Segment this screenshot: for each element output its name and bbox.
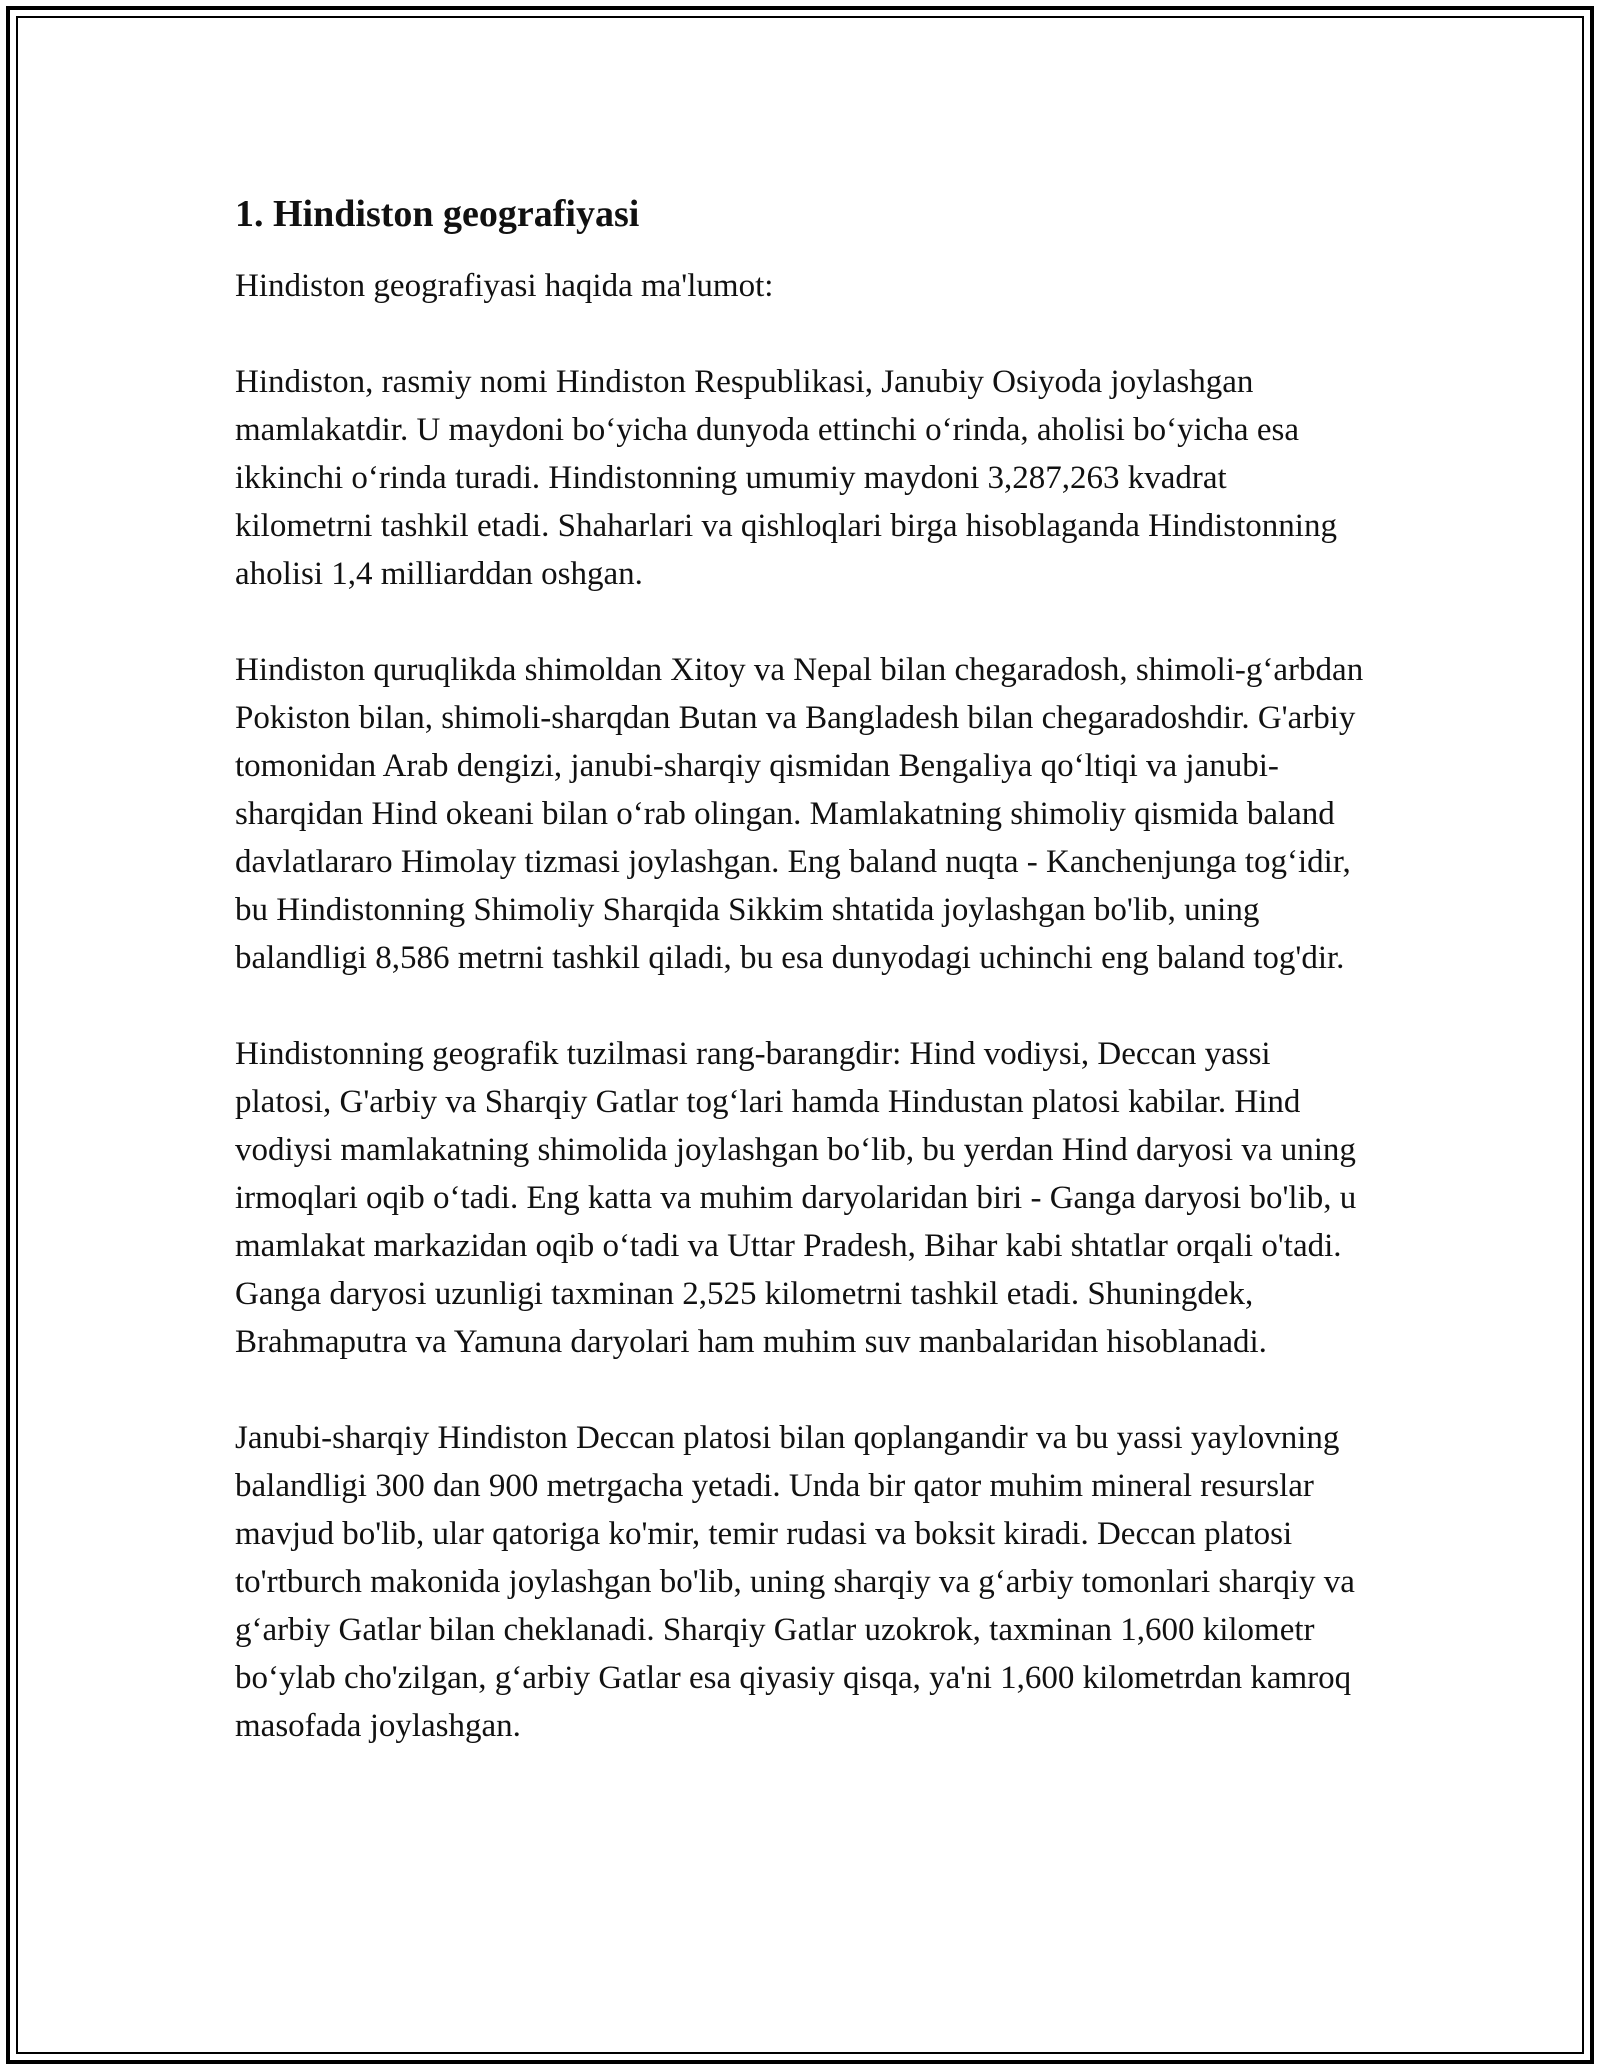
- paragraph-4: Janubi-sharqiy Hindiston Deccan platosi bilan qoplangandir va bu yassi yaylovning balandligi 300 dan 900 metrgacha yetadi. Unda bir qator muhim mineral resurslar mavjud bo'lib, ular qatoriga ko'mir, temir rudasi va boksit kiradi. Deccan platosi to'rtburch makonida joylashgan bo'lib, uning sharqiy va g‘arbiy tomonlari sharqiy va g‘arbiy Gatlar bilan cheklanadi. Sharqiy Gatlar uzokrok, taxminan 1,600 kilometr bo‘ylab cho'zilgan, g‘arbiy Gatlar esa qiyasiy qisqa, ya'ni 1,600 kilometrdan kamroq masofada joylashgan.: [235, 1420, 1355, 1744]
- paragraph-1: Hindiston, rasmiy nomi Hindiston Respublikasi, Janubiy Osiyoda joylashgan mamlakatdir. U maydoni bo‘yicha dunyoda ettinchi o‘rinda, aholisi bo‘yicha esa ikkinchi o‘rinda turadi. Hindistonning umumiy maydoni 3,287,263 kvadrat kilometrni tashkil etadi. Shaharlari va qishloqlari birga hisoblaganda Hindistonning aholisi 1,4 milliarddan oshgan.: [235, 364, 1337, 592]
- intro-line: Hindiston geografiyasi haqida ma'lumot:: [235, 268, 774, 304]
- document-body: [235, 188, 1370, 1750]
- document-title: 1. Hindiston geografiyasi: [235, 193, 640, 235]
- paragraph-2: Hindiston quruqlikda shimoldan Xitoy va Nepal bilan chegaradosh, shimoli-g‘arbdan Pokiston bilan, shimoli-sharqdan Butan va Bangladesh bilan chegaradoshdir. G'arbiy tomonidan Arab dengizi, janubi-sharqiy qismidan Bengaliya qo‘ltiqi va janubi-sharqidan Hind okeani bilan o‘rab olingan. Mamlakatning shimoliy qismida baland davlatlararo Himolay tizmasi joylashgan. Eng baland nuqta - Kanchenjunga tog‘idir, bu Hindistonning Shimoliy Sharqida Sikkim shtatida joylashgan bo'lib, uning balandligi 8,586 metrni tashkil qiladi, bu esa dunyodagi uchinchi eng baland tog'dir.: [235, 652, 1364, 976]
- paragraph-3: Hindistonning geografik tuzilmasi rang-barangdir: Hind vodiysi, Deccan yassi platosi, G'arbiy va Sharqiy Gatlar tog‘lari hamda Hindustan platosi kabilar. Hind vodiysi mamlakatning shimolida joylashgan bo‘lib, bu yerdan Hind daryosi va uning irmoqlari oqib o‘tadi. Eng katta va muhim daryolaridan biri - Ganga daryosi bo'lib, u mamlakat markazidan oqib o‘tadi va Uttar Pradesh, Bihar kabi shtatlar orqali o'tadi. Ganga daryosi uzunligi taxminan 2,525 kilometrni tashkil etadi. Shuningdek, Brahmaputra va Yamuna daryolari ham muhim suv manbalaridan hisoblanadi.: [235, 1036, 1357, 1360]
